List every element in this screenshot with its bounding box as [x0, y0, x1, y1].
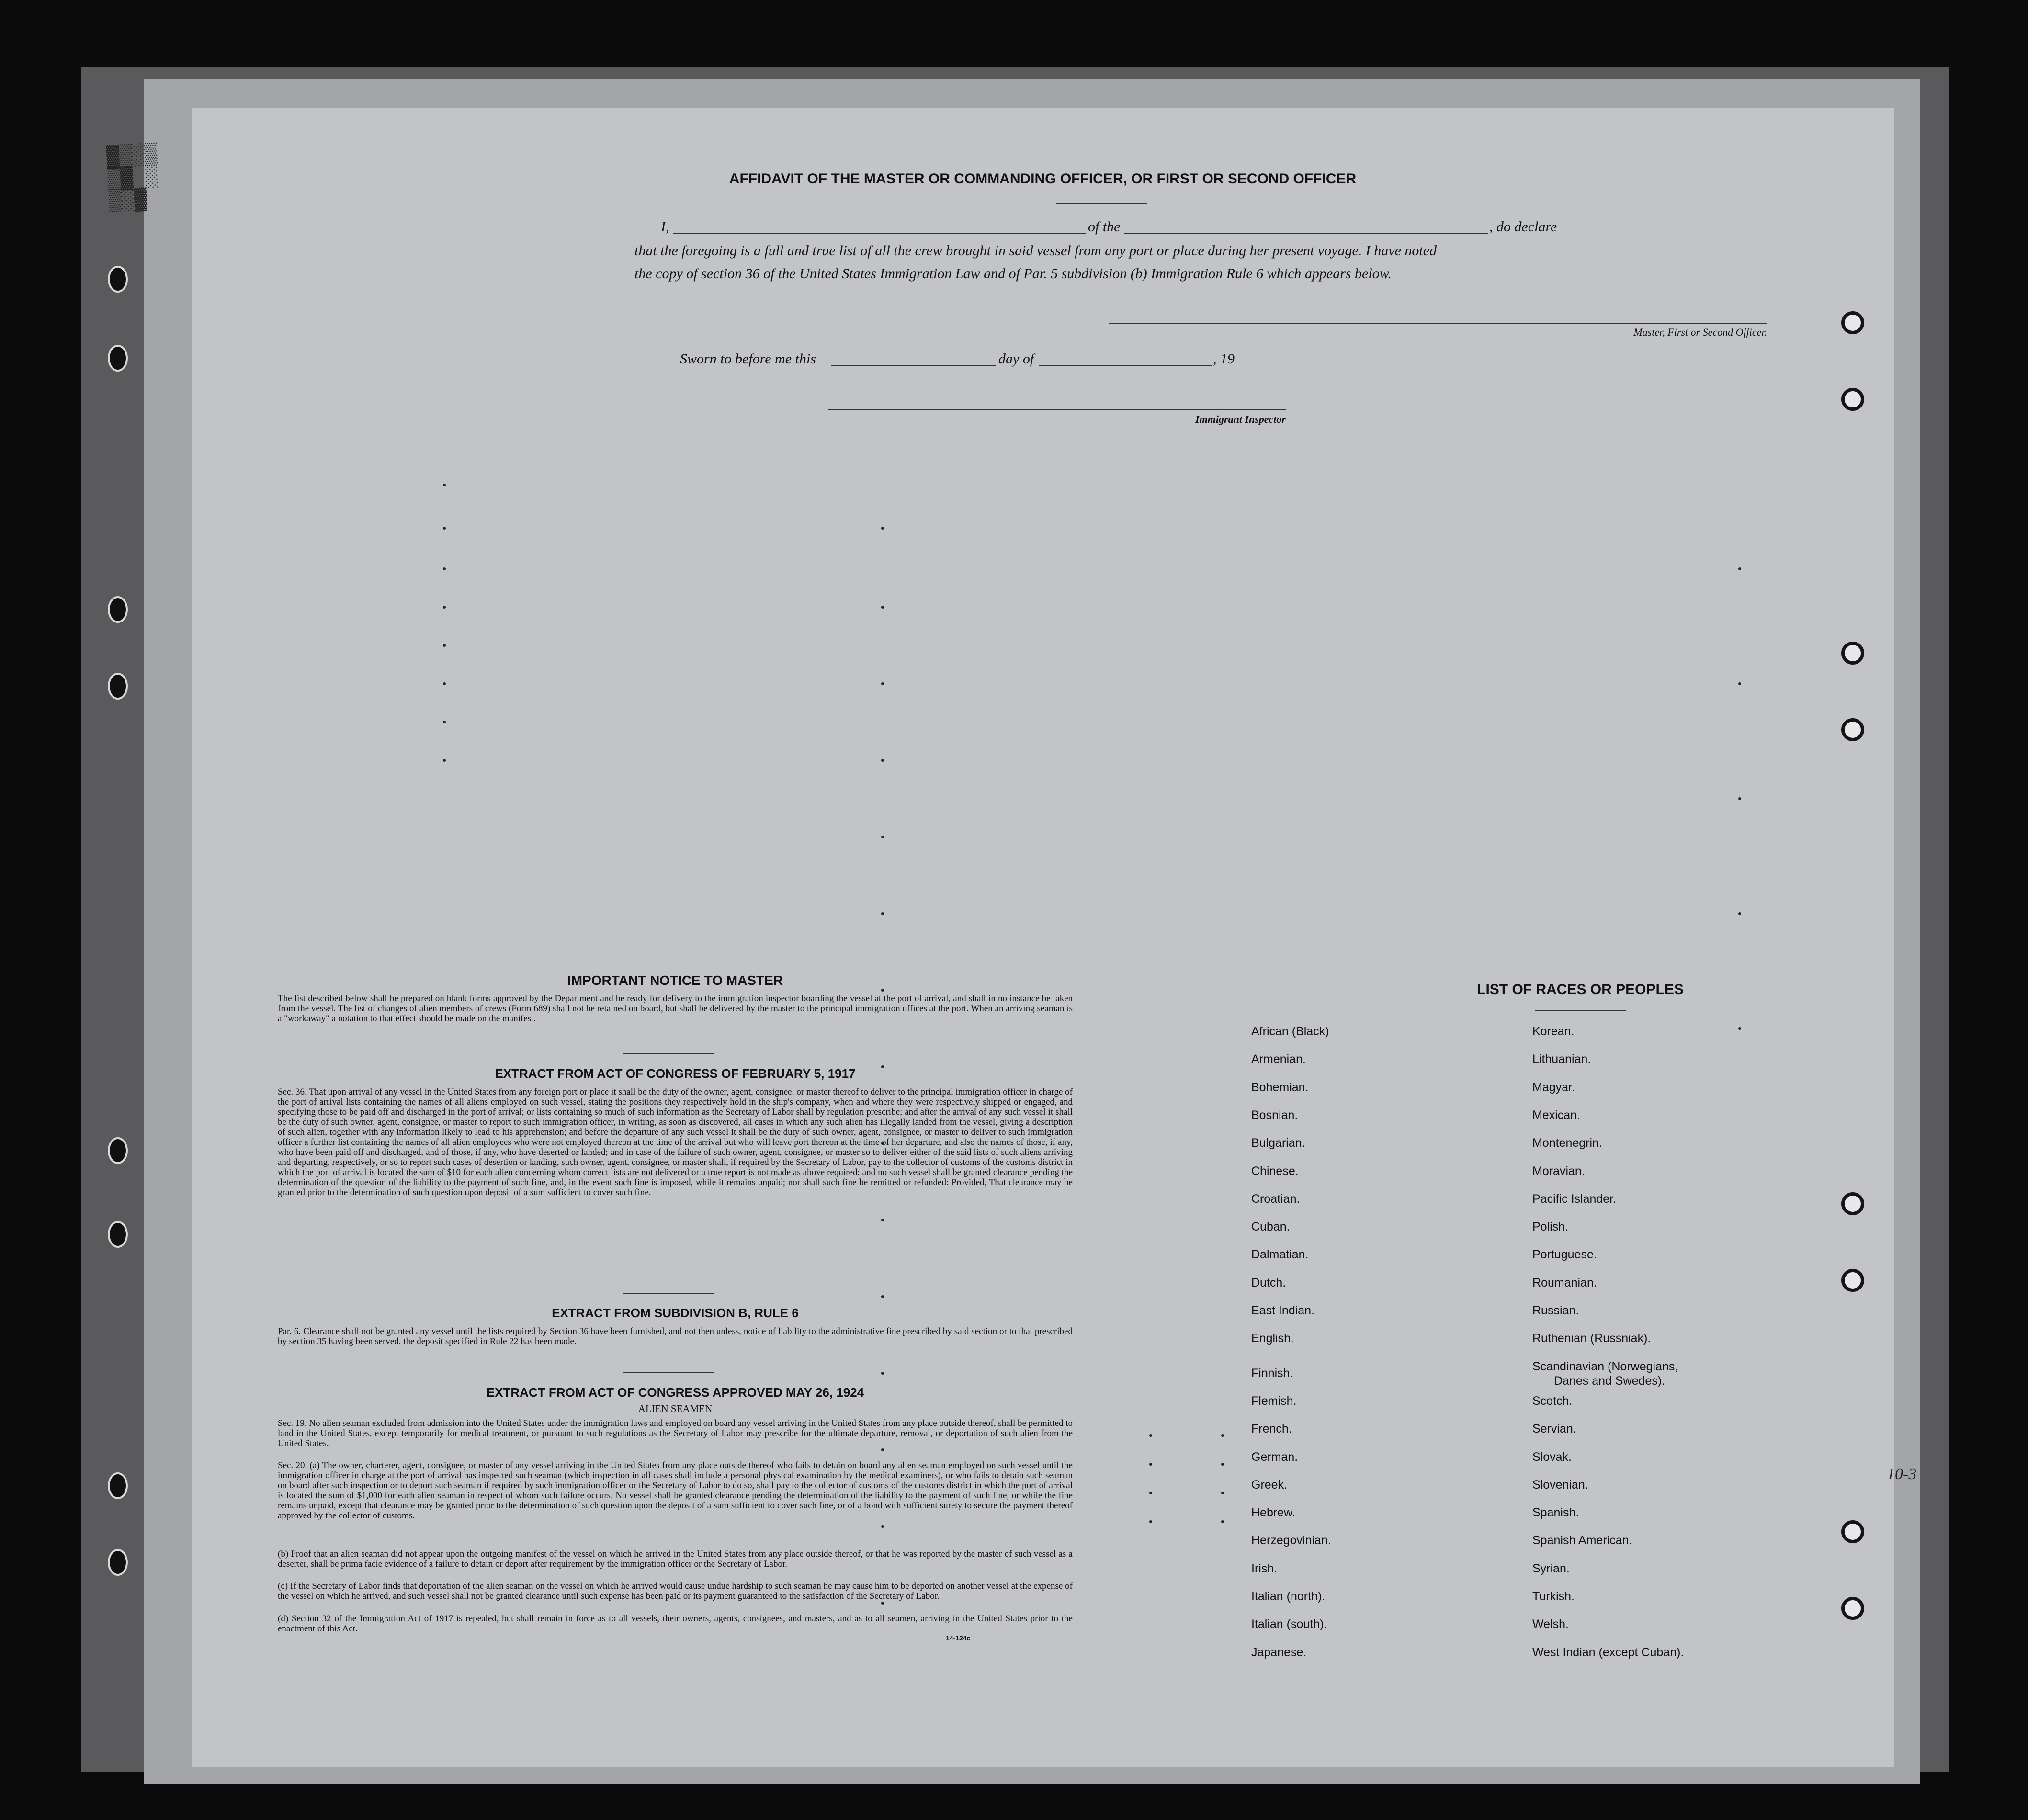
- affidavit-title: AFFIDAVIT OF THE MASTER OR COMMANDING OFFICER, OR FIRST OR SECOND OFFICER: [729, 171, 1357, 187]
- race-item: Hebrew.: [1251, 1506, 1295, 1520]
- bleed-dot: [881, 989, 884, 992]
- race-item: Greek.: [1251, 1478, 1288, 1492]
- race-item: Spanish.: [1532, 1506, 1579, 1520]
- bleed-dot: [1149, 1463, 1152, 1466]
- bleed-dot: [1738, 797, 1741, 800]
- document-page: [192, 108, 1894, 1767]
- race-item: Magyar.: [1532, 1080, 1575, 1094]
- race-item: Herzegovinian.: [1251, 1534, 1331, 1548]
- race-item: Syrian.: [1532, 1561, 1570, 1575]
- punch-hole: [1841, 388, 1864, 411]
- bleed-dot: [881, 1448, 884, 1451]
- form-number: 14-124c: [946, 1634, 971, 1642]
- bleed-dot: [443, 759, 446, 762]
- bleed-dot: [443, 606, 446, 609]
- bleed-dot: [1149, 1520, 1152, 1523]
- bleed-dot: [881, 682, 884, 685]
- bleed-dot: [881, 759, 884, 762]
- sworn-day-blank: [831, 365, 996, 366]
- race-item: Dalmatian.: [1251, 1248, 1309, 1262]
- race-item: West Indian (except Cuban).: [1532, 1645, 1684, 1659]
- extract-1917-title: EXTRACT FROM ACT OF CONGRESS OF FEBRUARY 5, 1917: [495, 1066, 856, 1081]
- inspector-signature-line: [828, 409, 1286, 410]
- notice-title: IMPORTANT NOTICE TO MASTER: [567, 973, 783, 988]
- race-item: East Indian.: [1251, 1304, 1315, 1317]
- race-item: Polish.: [1532, 1220, 1569, 1234]
- section-rule: [623, 1053, 714, 1054]
- bleed-dot: [881, 1372, 884, 1375]
- bleed-dot: [1149, 1492, 1152, 1494]
- race-item: Croatian.: [1251, 1192, 1300, 1206]
- name-blank: [673, 233, 1086, 234]
- race-item: Flemish.: [1251, 1394, 1297, 1408]
- year-label: , 19: [1213, 351, 1235, 367]
- race-item: German.: [1251, 1450, 1298, 1464]
- binding-hole: [108, 1137, 128, 1164]
- master-signature-line: [1109, 323, 1767, 324]
- bleed-dot: [443, 567, 446, 570]
- bleed-dot: [1738, 912, 1741, 915]
- race-item: Finnish.: [1251, 1366, 1293, 1380]
- race-item: Scandinavian (Norwegians,: [1532, 1359, 1678, 1373]
- bleed-dot: [881, 1525, 884, 1528]
- title-rule: [1056, 203, 1147, 204]
- bleed-dot: [881, 1295, 884, 1298]
- bleed-dot: [1221, 1492, 1224, 1494]
- notice-text: The list described below shall be prepared on blank forms approved by the Department and be ready for delivery to the immigration inspector boarding the vessel at the port of arrival, and shall in no instance be taken from the vessel. The list of changes of alien members of crews (Form 689) shall not be retained on board, but shall be delivered by the master to the principal immigration offices at the port. When an arriving seaman is a "workaway" a notation to that effect should be made on the manifest.: [278, 994, 1073, 1024]
- day-of-label: day of: [998, 351, 1034, 367]
- race-item: Welsh.: [1532, 1617, 1569, 1631]
- bleed-dot: [881, 606, 884, 609]
- binding-hole: [108, 596, 128, 623]
- race-item: French.: [1251, 1422, 1292, 1436]
- race-item: African (Black): [1251, 1025, 1329, 1038]
- bleed-dot: [1738, 1027, 1741, 1030]
- sec20d-text: (d) Section 32 of the Immigration Act of 1917 is repealed, but shall remain in force as to all vessels, their owners, agents, consignees, and masters, and as to all seamen, arriving in the United States prior to the enactment of this Act.: [278, 1614, 1073, 1634]
- section-rule: [623, 1293, 714, 1294]
- sec20c-text: (c) If the Secretary of Labor finds that deportation of the alien seaman on the vessel on which he arrived would cause undue hardship to such seaman he may cause him to be deported on another vessel at the expense of the vessel on which he arrived, and such vessel shall not be granted clearance until such expense has been paid or its payment guaranteed to the satisfaction of the Secretary of Labor.: [278, 1581, 1073, 1601]
- race-item: Bohemian.: [1251, 1080, 1309, 1094]
- binding-hole: [108, 1549, 128, 1576]
- race-item: Korean.: [1532, 1025, 1575, 1038]
- punch-hole: [1841, 1597, 1864, 1620]
- stamp-mark: ▓▒░▒ ▒▓ ░ ▒░▓: [106, 143, 159, 214]
- bleed-dot: [443, 527, 446, 530]
- races-rule: [1535, 1010, 1626, 1011]
- sec20b-text: (b) Proof that an alien seaman did not appear upon the outgoing manifest of the vessel on which he arrived in the United States from any place outside thereof, or that he was reported by the master of such vessel as a deserter, shall be prima facie evidence of a failure to detain or deport after requirement by the immigration officer or the Secretary of Labor.: [278, 1549, 1073, 1569]
- race-item: Dutch.: [1251, 1276, 1286, 1289]
- bleed-dot: [443, 484, 446, 486]
- races-title: LIST OF RACES OR PEOPLES: [1477, 982, 1684, 997]
- race-item: Turkish.: [1532, 1590, 1575, 1603]
- race-item: Bosnian.: [1251, 1108, 1298, 1122]
- affidavit-of: of the: [1088, 219, 1121, 235]
- margin-note: 10-3: [1887, 1465, 1917, 1483]
- race-item: Mexican.: [1532, 1108, 1581, 1122]
- race-item: Japanese.: [1251, 1645, 1307, 1659]
- race-item: Slovenian.: [1532, 1478, 1588, 1492]
- affidavit-declare: , do declare: [1489, 219, 1557, 235]
- race-item: Italian (south).: [1251, 1617, 1327, 1631]
- sworn-label: Sworn to before me this: [680, 351, 816, 367]
- binding-hole: [108, 266, 128, 293]
- bleed-dot: [881, 912, 884, 915]
- race-item: Montenegrin.: [1532, 1136, 1602, 1150]
- punch-hole: [1841, 718, 1864, 741]
- affidavit-i: I,: [661, 219, 669, 235]
- race-item: Roumanian.: [1532, 1276, 1597, 1289]
- binding-hole: [108, 673, 128, 700]
- bleed-dot: [1738, 567, 1741, 570]
- binding-hole: [108, 345, 128, 372]
- bleed-dot: [881, 1219, 884, 1221]
- race-item: Italian (north).: [1251, 1590, 1326, 1603]
- rule6-text: Par. 6. Clearance shall not be granted any vessel until the lists required by Section 36 have been furnished, and not then unless, notice of liability to the administrative fine prescribed by said section or to that prescribed by section 35 having been served, the deposit specified in Rule 22 has been made.: [278, 1326, 1073, 1346]
- race-item: Russian.: [1532, 1304, 1579, 1317]
- race-item: English.: [1251, 1332, 1294, 1345]
- race-item: Cuban.: [1251, 1220, 1290, 1234]
- bleed-dot: [1149, 1434, 1152, 1437]
- race-item: Danes and Swedes).: [1554, 1374, 1665, 1388]
- extract-1917-text: Sec. 36. That upon arrival of any vessel in the United States from any foreign port or place it shall be the duty of the owner, agent, consignee, or master thereof to deliver to the principal immigration officer in charge of the port of arrival lists containing the names of all aliens employed on such vessel, stating the positions they respectively hold in the ship's company, when and where they were respectively shipped or engaged, and specifying those to be paid off and discharged in the port of arrival; or lists containing so much of such information as the Secretary of Labor shall by regulation prescribe; and after the arrival of any such vessel it shall be the duty of such owner, agent, consignee, or master to report to such immigration officer, in writing, as soon as discovered, all cases in which any such alien has illegally landed from the vessel, giving a description of such alien, together with any information likely to lead to his apprehension; and before the departure of any such vessel it shall be the duty of such owner, agent, consignee, or master to deliver to such immigration officer a further list containing the names of all alien employees who were not employed thereon at the time of the arrival but who will leave port thereon at the time of her departure, and also the names of those, if any, who have been paid off and discharged, and of those, if any, who have deserted or landed; and in case of the failure of such owner, agent, consignee, or master so to deliver either of the said lists of such aliens arriving and departing, respectively, or so to report such cases of desertion or landing, such owner, agent, consignee, or master shall, if required by the Secretary of Labor, pay to the collector of customs of the customs district in which the port of arrival is located the sum of $10 for each alien concerning whom correct lists are not delivered or a true report is not made as above required; and no such vessel shall be granted clearance pending the determination of the question of the liability to the payment of such fine, and, in the event such fine is imposed, while it remains unpaid; nor shall such fine be remitted or refunded: Provided, That clearance may be granted prior to the determination of such question upon deposit of a sum sufficient to cover such fine.: [278, 1087, 1073, 1198]
- race-item: Ruthenian (Russniak).: [1532, 1332, 1651, 1345]
- sec20a-text: Sec. 20. (a) The owner, charterer, agent, consignee, or master of any vessel arriving in the United States from any place outside thereof who fails to detain on board any alien seaman employed on such vessel until the immigration officer in charge at the port of arrival has inspected such seaman (which inspection in all cases shall include a personal physical examination by the medical examiners), or who fails to detain such seaman on board after such inspection or to deport such seaman if required by such immigration officer or the Secretary of Labor to do so, shall pay to the collector of customs of the customs district in which the port of arrival is located the sum of $1,000 for each alien seaman in respect of whom such failure occurs. No vessel shall be granted clearance pending the determination of the liability to the payment of such fine, or while the fine remains unpaid, except that clearance may be granted prior to the determination of such question upon the deposit of a sum sufficient to cover such fine, or of a bond with sufficient surety to secure the payment thereof approved by the collector of customs.: [278, 1460, 1073, 1521]
- race-item: Portuguese.: [1532, 1248, 1597, 1262]
- extract-1924-title: EXTRACT FROM ACT OF CONGRESS APPROVED MAY 26, 1924: [486, 1385, 864, 1400]
- race-item: Bulgarian.: [1251, 1136, 1305, 1150]
- bleed-dot: [881, 527, 884, 530]
- bleed-dot: [881, 836, 884, 838]
- punch-hole: [1841, 1520, 1864, 1543]
- binding-hole: [108, 1221, 128, 1248]
- race-item: Spanish American.: [1532, 1534, 1632, 1548]
- punch-hole: [1841, 1269, 1864, 1292]
- bleed-dot: [1221, 1520, 1224, 1523]
- race-item: Servian.: [1532, 1422, 1576, 1436]
- bleed-dot: [1221, 1434, 1224, 1437]
- inspector-label: Immigrant Inspector: [1195, 413, 1286, 425]
- master-signature-label: Master, First or Second Officer.: [1633, 326, 1767, 338]
- race-item: Moravian.: [1532, 1164, 1585, 1178]
- punch-hole: [1841, 642, 1864, 665]
- race-item: Irish.: [1251, 1561, 1278, 1575]
- race-item: Chinese.: [1251, 1164, 1299, 1178]
- race-item: Lithuanian.: [1532, 1052, 1591, 1066]
- month-blank: [1039, 365, 1212, 366]
- binding-hole: [108, 1472, 128, 1499]
- affidavit-line2: that the foregoing is a full and true list of all the crew brought in said vessel from any port or place during her present voyage. I have noted: [634, 243, 1437, 259]
- bleed-dot: [443, 644, 446, 647]
- section-rule: [623, 1372, 714, 1373]
- bleed-dot: [443, 682, 446, 685]
- race-item: Pacific Islander.: [1532, 1192, 1617, 1206]
- rule6-title: EXTRACT FROM SUBDIVISION B, RULE 6: [552, 1306, 799, 1320]
- bleed-dot: [1738, 682, 1741, 685]
- bleed-dot: [881, 1602, 884, 1605]
- bleed-dot: [1221, 1463, 1224, 1466]
- bleed-dot: [443, 721, 446, 723]
- race-item: Armenian.: [1251, 1052, 1306, 1066]
- punch-hole: [1841, 1192, 1864, 1215]
- race-item: Scotch.: [1532, 1394, 1573, 1408]
- race-item: Slovak.: [1532, 1450, 1572, 1464]
- punch-hole: [1841, 311, 1864, 334]
- extract-1924-subtitle: ALIEN SEAMEN: [638, 1403, 713, 1414]
- sec19-text: Sec. 19. No alien seaman excluded from admission into the United States under the immigration laws and employed on board any vessel arriving in the United States from any place outside thereof, shall be permitted to land in the United States, except temporarily for medical treatment, or pursuant to such regulations as the Secretary of Labor may prescribe for the ultimate departure, removal, or deportation of such alien from the United States.: [278, 1418, 1073, 1448]
- affidavit-line3: the copy of section 36 of the United States Immigration Law and of Par. 5 subdivision (b) Immigration Rule 6 which appears below.: [634, 266, 1392, 282]
- vessel-blank: [1124, 233, 1488, 234]
